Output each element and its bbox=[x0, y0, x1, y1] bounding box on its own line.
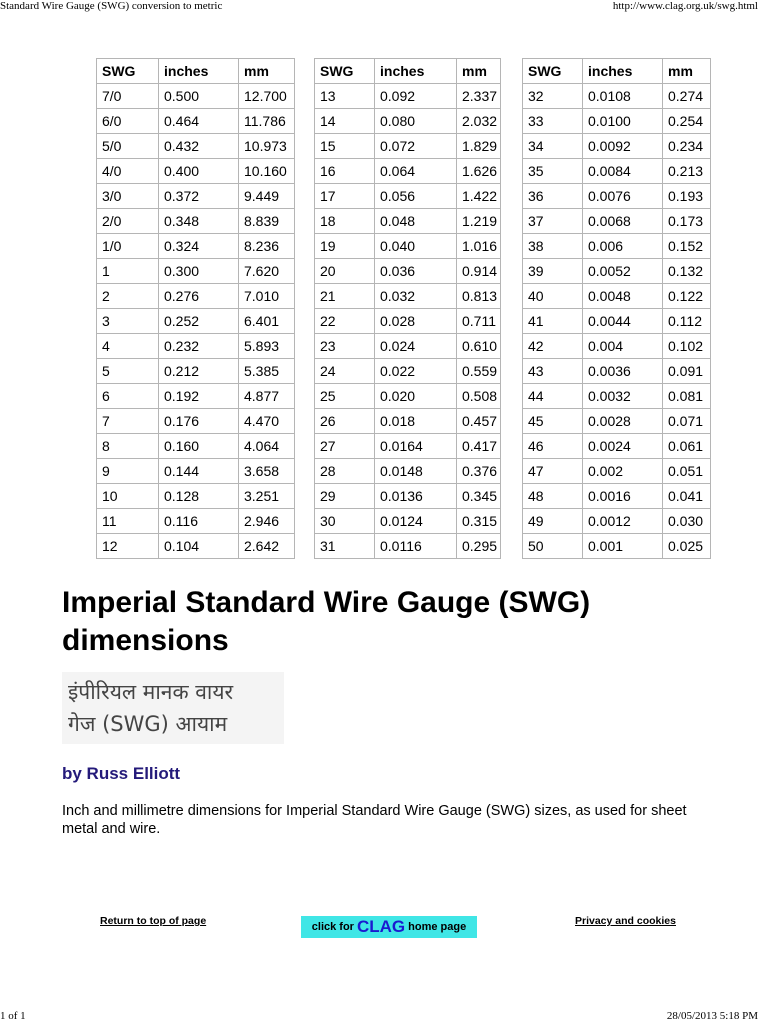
swg-cell: 19 bbox=[315, 234, 375, 259]
inches-cell: 0.0048 bbox=[583, 284, 663, 309]
mm-cell: 1.219 bbox=[457, 209, 501, 234]
mm-cell: 10.973 bbox=[239, 134, 295, 159]
table-row bbox=[315, 534, 501, 559]
mm-cell: 12.700 bbox=[239, 84, 295, 109]
swg-cell: 20 bbox=[315, 259, 375, 284]
inches-cell: 0.0012 bbox=[583, 509, 663, 534]
print-footer bbox=[0, 1010, 768, 1024]
mm-cell: 0.559 bbox=[457, 359, 501, 384]
mm-cell: 5.893 bbox=[239, 334, 295, 359]
swg-table-2 bbox=[314, 58, 501, 559]
inches-cell: 0.104 bbox=[159, 534, 239, 559]
table-row bbox=[315, 384, 501, 409]
table-row bbox=[97, 159, 295, 184]
swg-cell: 25 bbox=[315, 384, 375, 409]
table-row bbox=[97, 309, 295, 334]
inches-cell: 0.116 bbox=[159, 509, 239, 534]
mm-cell: 0.193 bbox=[663, 184, 711, 209]
column-header-mm: mm bbox=[457, 59, 501, 84]
inches-cell: 0.400 bbox=[159, 159, 239, 184]
table-header-row bbox=[523, 59, 711, 84]
swg-cell: 4/0 bbox=[97, 159, 159, 184]
table-row bbox=[97, 84, 295, 109]
table-row bbox=[523, 409, 711, 434]
inches-cell: 0.0136 bbox=[375, 484, 457, 509]
inches-cell: 0.0028 bbox=[583, 409, 663, 434]
inches-cell: 0.092 bbox=[375, 84, 457, 109]
swg-cell: 6 bbox=[97, 384, 159, 409]
swg-cell: 5/0 bbox=[97, 134, 159, 159]
mm-cell: 2.032 bbox=[457, 109, 501, 134]
table-header-row bbox=[315, 59, 501, 84]
swg-cell: 38 bbox=[523, 234, 583, 259]
table-row bbox=[97, 534, 295, 559]
mm-cell: 8.839 bbox=[239, 209, 295, 234]
column-header-inches: inches bbox=[159, 59, 239, 84]
table-row bbox=[523, 434, 711, 459]
mm-cell: 0.711 bbox=[457, 309, 501, 334]
inches-cell: 0.0084 bbox=[583, 159, 663, 184]
table-row bbox=[523, 334, 711, 359]
print-header-url: http://www.clag.org.uk/swg.html bbox=[612, 0, 758, 12]
table-row bbox=[315, 484, 501, 509]
mm-cell: 4.064 bbox=[239, 434, 295, 459]
table-row bbox=[97, 409, 295, 434]
table-row bbox=[97, 134, 295, 159]
table-row bbox=[315, 409, 501, 434]
table-row bbox=[523, 159, 711, 184]
inches-cell: 0.0024 bbox=[583, 434, 663, 459]
swg-cell: 1/0 bbox=[97, 234, 159, 259]
mm-cell: 5.385 bbox=[239, 359, 295, 384]
table-row bbox=[315, 459, 501, 484]
inches-cell: 0.0092 bbox=[583, 134, 663, 159]
mm-cell: 0.315 bbox=[457, 509, 501, 534]
swg-cell: 50 bbox=[523, 534, 583, 559]
inches-cell: 0.006 bbox=[583, 234, 663, 259]
swg-cell: 5 bbox=[97, 359, 159, 384]
inches-cell: 0.064 bbox=[375, 159, 457, 184]
inches-cell: 0.020 bbox=[375, 384, 457, 409]
table-row bbox=[315, 434, 501, 459]
hindi-title-line-1: इंपीरियल मानक वायर bbox=[68, 680, 234, 704]
mm-cell: 3.658 bbox=[239, 459, 295, 484]
table-row bbox=[523, 259, 711, 284]
column-header-mm: mm bbox=[239, 59, 295, 84]
column-header-swg: SWG bbox=[315, 59, 375, 84]
inches-cell: 0.0044 bbox=[583, 309, 663, 334]
swg-cell: 46 bbox=[523, 434, 583, 459]
inches-cell: 0.056 bbox=[375, 184, 457, 209]
swg-cell: 48 bbox=[523, 484, 583, 509]
inches-cell: 0.004 bbox=[583, 334, 663, 359]
inches-cell: 0.348 bbox=[159, 209, 239, 234]
inches-cell: 0.252 bbox=[159, 309, 239, 334]
swg-cell: 1 bbox=[97, 259, 159, 284]
table-row bbox=[97, 459, 295, 484]
table-row bbox=[315, 209, 501, 234]
swg-cell: 32 bbox=[523, 84, 583, 109]
table-row bbox=[523, 359, 711, 384]
mm-cell: 0.610 bbox=[457, 334, 501, 359]
page-count: 1 of 1 bbox=[0, 1010, 26, 1022]
swg-cell: 28 bbox=[315, 459, 375, 484]
table-row bbox=[97, 359, 295, 384]
mm-cell: 0.071 bbox=[663, 409, 711, 434]
inches-cell: 0.128 bbox=[159, 484, 239, 509]
mm-cell: 2.337 bbox=[457, 84, 501, 109]
table-row bbox=[97, 334, 295, 359]
table-row bbox=[97, 384, 295, 409]
inches-cell: 0.040 bbox=[375, 234, 457, 259]
inches-cell: 0.324 bbox=[159, 234, 239, 259]
swg-cell: 9 bbox=[97, 459, 159, 484]
mm-cell: 4.470 bbox=[239, 409, 295, 434]
swg-cell: 2 bbox=[97, 284, 159, 309]
table-row bbox=[523, 384, 711, 409]
swg-cell: 24 bbox=[315, 359, 375, 384]
inches-cell: 0.0116 bbox=[375, 534, 457, 559]
mm-cell: 0.295 bbox=[457, 534, 501, 559]
swg-cell: 42 bbox=[523, 334, 583, 359]
swg-cell: 33 bbox=[523, 109, 583, 134]
mm-cell: 0.091 bbox=[663, 359, 711, 384]
print-header-title: Standard Wire Gauge (SWG) conversion to metric bbox=[0, 0, 223, 12]
inches-cell: 0.160 bbox=[159, 434, 239, 459]
swg-table-1 bbox=[96, 58, 295, 559]
page-title: Imperial Standard Wire Gauge (SWG) dimensions bbox=[62, 586, 591, 657]
swg-cell: 49 bbox=[523, 509, 583, 534]
table-row bbox=[315, 334, 501, 359]
swg-cell: 39 bbox=[523, 259, 583, 284]
swg-cell: 31 bbox=[315, 534, 375, 559]
swg-table-3 bbox=[522, 58, 711, 559]
mm-cell: 0.061 bbox=[663, 434, 711, 459]
swg-cell: 11 bbox=[97, 509, 159, 534]
swg-cell: 21 bbox=[315, 284, 375, 309]
table-row bbox=[315, 159, 501, 184]
table-row bbox=[315, 84, 501, 109]
mm-cell: 11.786 bbox=[239, 109, 295, 134]
table-row bbox=[315, 234, 501, 259]
inches-cell: 0.0164 bbox=[375, 434, 457, 459]
privacy-cookies-link[interactable]: Privacy and cookies bbox=[575, 915, 676, 927]
table-row bbox=[523, 84, 711, 109]
author-byline: by Russ Elliott bbox=[62, 764, 181, 783]
mm-cell: 0.081 bbox=[663, 384, 711, 409]
table-row bbox=[523, 134, 711, 159]
inches-cell: 0.002 bbox=[583, 459, 663, 484]
swg-cell: 18 bbox=[315, 209, 375, 234]
mm-cell: 0.254 bbox=[663, 109, 711, 134]
table-row bbox=[315, 284, 501, 309]
inches-cell: 0.0052 bbox=[583, 259, 663, 284]
swg-cell: 4 bbox=[97, 334, 159, 359]
inches-cell: 0.464 bbox=[159, 109, 239, 134]
table-row bbox=[523, 184, 711, 209]
mm-cell: 1.626 bbox=[457, 159, 501, 184]
table-row bbox=[315, 259, 501, 284]
swg-cell: 12 bbox=[97, 534, 159, 559]
column-header-mm: mm bbox=[663, 59, 711, 84]
inches-cell: 0.036 bbox=[375, 259, 457, 284]
swg-cell: 30 bbox=[315, 509, 375, 534]
mm-cell: 0.112 bbox=[663, 309, 711, 334]
swg-cell: 44 bbox=[523, 384, 583, 409]
table-row bbox=[97, 234, 295, 259]
inches-cell: 0.080 bbox=[375, 109, 457, 134]
mm-cell: 7.010 bbox=[239, 284, 295, 309]
clag-logo-text: CLAG bbox=[356, 917, 406, 936]
table-row bbox=[97, 484, 295, 509]
mm-cell: 1.422 bbox=[457, 184, 501, 209]
clag-home-button[interactable] bbox=[301, 916, 477, 938]
inches-cell: 0.0108 bbox=[583, 84, 663, 109]
mm-cell: 0.122 bbox=[663, 284, 711, 309]
inches-cell: 0.0016 bbox=[583, 484, 663, 509]
mm-cell: 0.234 bbox=[663, 134, 711, 159]
inches-cell: 0.0148 bbox=[375, 459, 457, 484]
mm-cell: 6.401 bbox=[239, 309, 295, 334]
table-row bbox=[97, 184, 295, 209]
description-text: Inch and millimetre dimensions for Imperial Standard Wire Gauge (SWG) sizes, as used for sheet metal and wire. bbox=[62, 803, 687, 837]
swg-cell: 6/0 bbox=[97, 109, 159, 134]
inches-cell: 0.024 bbox=[375, 334, 457, 359]
mm-cell: 0.345 bbox=[457, 484, 501, 509]
mm-cell: 0.274 bbox=[663, 84, 711, 109]
mm-cell: 0.813 bbox=[457, 284, 501, 309]
table-row bbox=[523, 209, 711, 234]
inches-cell: 0.500 bbox=[159, 84, 239, 109]
swg-cell: 3/0 bbox=[97, 184, 159, 209]
swg-cell: 27 bbox=[315, 434, 375, 459]
table-row bbox=[523, 234, 711, 259]
column-header-swg: SWG bbox=[97, 59, 159, 84]
inches-cell: 0.018 bbox=[375, 409, 457, 434]
mm-cell: 9.449 bbox=[239, 184, 295, 209]
inches-cell: 0.212 bbox=[159, 359, 239, 384]
table-row bbox=[97, 434, 295, 459]
table-row bbox=[523, 509, 711, 534]
table-row bbox=[523, 459, 711, 484]
swg-cell: 40 bbox=[523, 284, 583, 309]
table-row bbox=[97, 259, 295, 284]
inches-cell: 0.176 bbox=[159, 409, 239, 434]
inches-cell: 0.192 bbox=[159, 384, 239, 409]
column-header-inches: inches bbox=[583, 59, 663, 84]
swg-cell: 29 bbox=[315, 484, 375, 509]
mm-cell: 0.041 bbox=[663, 484, 711, 509]
swg-cell: 26 bbox=[315, 409, 375, 434]
table-row bbox=[97, 109, 295, 134]
inches-cell: 0.232 bbox=[159, 334, 239, 359]
clag-button-prefix: click for bbox=[311, 921, 354, 933]
swg-cell: 23 bbox=[315, 334, 375, 359]
table-row bbox=[523, 484, 711, 509]
table-row bbox=[97, 509, 295, 534]
table-row bbox=[315, 134, 501, 159]
mm-cell: 4.877 bbox=[239, 384, 295, 409]
inches-cell: 0.028 bbox=[375, 309, 457, 334]
swg-cell: 8 bbox=[97, 434, 159, 459]
inches-cell: 0.072 bbox=[375, 134, 457, 159]
swg-cell: 13 bbox=[315, 84, 375, 109]
mm-cell: 7.620 bbox=[239, 259, 295, 284]
mm-cell: 0.152 bbox=[663, 234, 711, 259]
swg-cell: 16 bbox=[315, 159, 375, 184]
table-row bbox=[523, 534, 711, 559]
swg-cell: 10 bbox=[97, 484, 159, 509]
return-to-top-link[interactable]: Return to top of page bbox=[100, 915, 207, 927]
inches-cell: 0.001 bbox=[583, 534, 663, 559]
mm-cell: 0.132 bbox=[663, 259, 711, 284]
mm-cell: 3.251 bbox=[239, 484, 295, 509]
inches-cell: 0.144 bbox=[159, 459, 239, 484]
swg-cell: 22 bbox=[315, 309, 375, 334]
table-row bbox=[523, 109, 711, 134]
mm-cell: 0.417 bbox=[457, 434, 501, 459]
mm-cell: 0.213 bbox=[663, 159, 711, 184]
table-row bbox=[97, 209, 295, 234]
swg-cell: 36 bbox=[523, 184, 583, 209]
mm-cell: 1.016 bbox=[457, 234, 501, 259]
swg-cell: 7 bbox=[97, 409, 159, 434]
mm-cell: 0.376 bbox=[457, 459, 501, 484]
inches-cell: 0.032 bbox=[375, 284, 457, 309]
swg-cell: 45 bbox=[523, 409, 583, 434]
mm-cell: 0.457 bbox=[457, 409, 501, 434]
swg-cell: 43 bbox=[523, 359, 583, 384]
inches-cell: 0.0100 bbox=[583, 109, 663, 134]
mm-cell: 0.051 bbox=[663, 459, 711, 484]
hindi-title-line-2: गेज (SWG) आयाम bbox=[68, 712, 228, 736]
swg-cell: 37 bbox=[523, 209, 583, 234]
inches-cell: 0.048 bbox=[375, 209, 457, 234]
mm-cell: 0.030 bbox=[663, 509, 711, 534]
column-header-inches: inches bbox=[375, 59, 457, 84]
inches-cell: 0.300 bbox=[159, 259, 239, 284]
swg-cell: 7/0 bbox=[97, 84, 159, 109]
table-row bbox=[523, 284, 711, 309]
mm-cell: 0.173 bbox=[663, 209, 711, 234]
clag-button-suffix: home page bbox=[408, 921, 467, 933]
inches-cell: 0.0076 bbox=[583, 184, 663, 209]
table-row bbox=[97, 284, 295, 309]
swg-cell: 15 bbox=[315, 134, 375, 159]
mm-cell: 10.160 bbox=[239, 159, 295, 184]
table-row bbox=[315, 184, 501, 209]
mm-cell: 8.236 bbox=[239, 234, 295, 259]
inches-cell: 0.022 bbox=[375, 359, 457, 384]
swg-cell: 3 bbox=[97, 309, 159, 334]
mm-cell: 2.642 bbox=[239, 534, 295, 559]
table-row bbox=[315, 509, 501, 534]
swg-cell: 35 bbox=[523, 159, 583, 184]
mm-cell: 0.508 bbox=[457, 384, 501, 409]
inches-cell: 0.0068 bbox=[583, 209, 663, 234]
swg-cell: 17 bbox=[315, 184, 375, 209]
inches-cell: 0.0036 bbox=[583, 359, 663, 384]
mm-cell: 0.914 bbox=[457, 259, 501, 284]
mm-cell: 1.829 bbox=[457, 134, 501, 159]
swg-cell: 34 bbox=[523, 134, 583, 159]
swg-cell: 14 bbox=[315, 109, 375, 134]
inches-cell: 0.276 bbox=[159, 284, 239, 309]
mm-cell: 2.946 bbox=[239, 509, 295, 534]
print-datetime: 28/05/2013 5:18 PM bbox=[666, 1010, 758, 1022]
inches-cell: 0.372 bbox=[159, 184, 239, 209]
column-header-swg: SWG bbox=[523, 59, 583, 84]
table-row bbox=[523, 309, 711, 334]
swg-cell: 47 bbox=[523, 459, 583, 484]
table-row bbox=[315, 109, 501, 134]
table-row bbox=[315, 309, 501, 334]
table-row bbox=[315, 359, 501, 384]
swg-cell: 41 bbox=[523, 309, 583, 334]
swg-cell: 2/0 bbox=[97, 209, 159, 234]
print-header bbox=[0, 0, 768, 14]
mm-cell: 0.025 bbox=[663, 534, 711, 559]
inches-cell: 0.0124 bbox=[375, 509, 457, 534]
table-header-row bbox=[97, 59, 295, 84]
hindi-title-image bbox=[62, 672, 284, 744]
inches-cell: 0.0032 bbox=[583, 384, 663, 409]
mm-cell: 0.102 bbox=[663, 334, 711, 359]
inches-cell: 0.432 bbox=[159, 134, 239, 159]
